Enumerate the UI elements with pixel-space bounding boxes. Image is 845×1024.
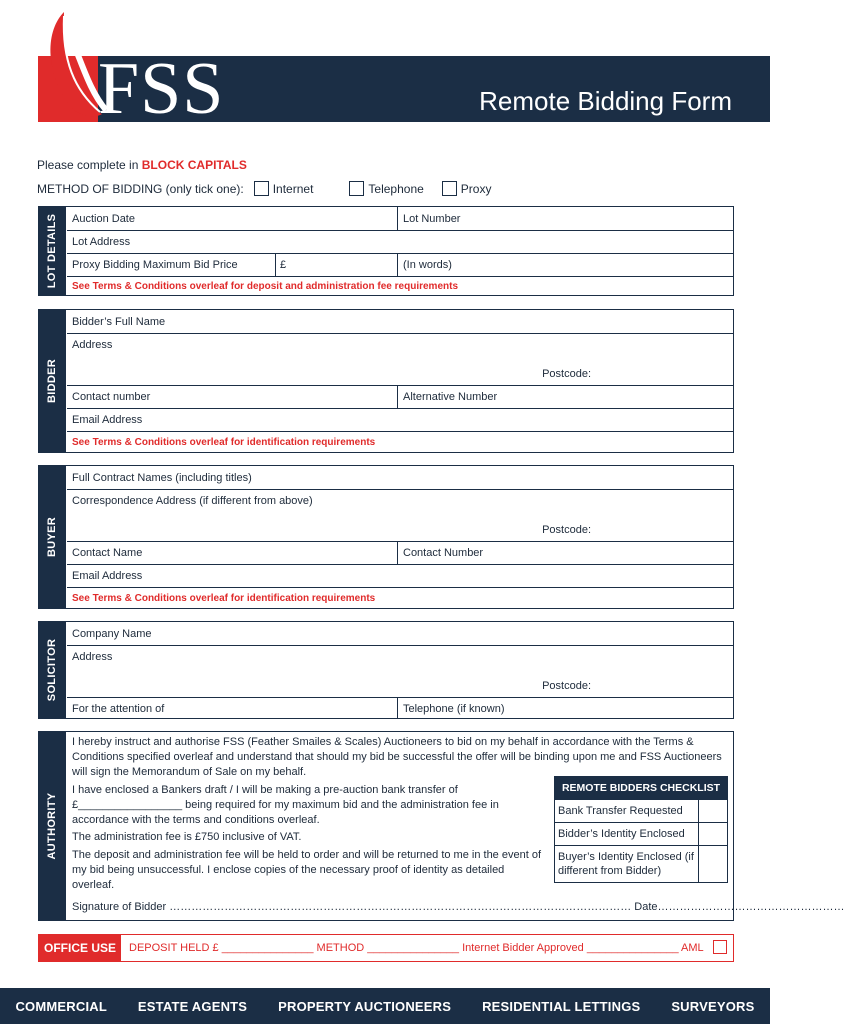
authority-p2-line-2: £_________________ being required for my maximum bid and the administration fee in xyxy=(72,799,499,811)
row-bidder-address[interactable] xyxy=(67,333,733,386)
buyer-email-label: Email Address xyxy=(72,570,143,582)
authority-paragraph-1: I hereby instruct and authorise FSS (Feather Smailes & Scales) Auctioneers to bid on my behalf in accordance with the Terms & Conditions specified overleaf and understand that should my bid be successful the offer will be binding upon me and FSS Auctioneers will sign the Memorandum of Sale on my behalf. xyxy=(72,736,722,778)
office-use-bar xyxy=(38,934,734,962)
buyer-heading: BUYER xyxy=(46,516,58,558)
checklist-title: REMOTE BIDDERS CHECKLIST xyxy=(555,777,727,799)
bidder-name-label: Bidder’s Full Name xyxy=(72,316,166,328)
row-solicitor-contact[interactable] xyxy=(67,697,733,719)
lot-details-side xyxy=(38,206,66,296)
attention-label: For the attention of xyxy=(72,703,165,715)
telephone-label: Telephone xyxy=(368,181,424,196)
row-bidder-contact[interactable] xyxy=(67,385,733,409)
office-use-fields: DEPOSIT HELD £ _______________ METHOD _______________ Internet Bidder Approved _______________ AML xyxy=(129,942,704,954)
row-company[interactable] xyxy=(67,622,733,646)
authority-paragraph-2 xyxy=(72,783,552,828)
checklist-item xyxy=(555,845,727,882)
authority-p2-line-1: I have enclosed a Bankers draft / I will be making a pre-auction bank transfer of xyxy=(72,784,458,796)
solicitor-section xyxy=(38,621,734,719)
remote-bidders-checklist xyxy=(554,776,728,883)
checklist-box[interactable] xyxy=(698,800,727,822)
proxy-price-label: Proxy Bidding Maximum Bid Price xyxy=(72,259,238,271)
solicitor-postcode-label: Postcode: xyxy=(542,680,591,692)
footer-property-auctioneers: PROPERTY AUCTIONEERS xyxy=(278,998,452,1014)
lot-address-label: Lot Address xyxy=(72,236,131,248)
internet-label: Internet xyxy=(272,181,314,196)
bidder-alt-label: Alternative Number xyxy=(403,391,498,403)
solicitor-heading: SOLICITOR xyxy=(46,638,58,702)
telephone-checkbox[interactable] xyxy=(349,181,364,196)
in-words-label: (In words) xyxy=(403,259,452,271)
row-bidder-name[interactable] xyxy=(67,310,733,334)
lot-details-section xyxy=(38,206,734,296)
solicitor-side xyxy=(38,621,66,719)
logo-text: FSS xyxy=(98,48,225,130)
bidder-address-label: Address xyxy=(72,339,113,351)
lot-note: See Terms & Conditions overleaf for deposit and administration fee requirements xyxy=(72,281,459,292)
buyer-postcode-label: Postcode: xyxy=(542,524,591,536)
office-use-label: OFFICE USE xyxy=(39,935,121,961)
auction-date-label: Auction Date xyxy=(72,213,135,225)
instruction-emphasis: BLOCK CAPITALS xyxy=(141,158,247,172)
method-of-bidding xyxy=(37,181,491,196)
instruction xyxy=(37,158,247,172)
row-auction-date[interactable] xyxy=(67,207,733,231)
buyer-names-label: Full Contract Names (including titles) xyxy=(72,472,252,484)
proxy-label: Proxy xyxy=(460,181,492,196)
bidder-email-label: Email Address xyxy=(72,414,143,426)
checklist-item xyxy=(555,799,727,822)
bidder-contact-label: Contact number xyxy=(72,391,151,403)
instruction-prefix: Please complete in xyxy=(37,158,139,172)
signature-line[interactable]: Signature of Bidder ……………………………………………………………………………………………………………… Date…………………………………………… xyxy=(72,901,845,913)
footer-commercial: COMMERCIAL xyxy=(15,998,107,1014)
row-solicitor-address[interactable] xyxy=(67,645,733,698)
row-lot-address[interactable] xyxy=(67,230,733,254)
row-buyer-contact[interactable] xyxy=(67,541,733,565)
authority-p2-line-3: accordance with the terms and conditions overleaf. xyxy=(72,814,320,826)
company-label: Company Name xyxy=(72,628,152,640)
bidder-heading: BIDDER xyxy=(46,359,58,403)
footer xyxy=(0,988,770,1024)
bidder-section xyxy=(38,309,734,453)
currency-label: £ xyxy=(280,259,287,271)
buyer-contact-name-label: Contact Name xyxy=(72,547,143,559)
option-internet[interactable] xyxy=(254,181,314,196)
authority-paragraph-3: The administration fee is £750 inclusive of VAT. xyxy=(72,831,302,843)
authority-paragraph-4: The deposit and administration fee will be held to order and will be returned to me in the event of my bid being unsuccessful. I enclose copies of the necessary proof of identity as detailed overleaf. xyxy=(72,849,541,891)
solicitor-address-label: Address xyxy=(72,651,113,663)
footer-residential-lettings: RESIDENTIAL LETTINGS xyxy=(482,998,641,1014)
proxy-checkbox[interactable] xyxy=(442,181,457,196)
buyer-contact-number-label: Contact Number xyxy=(403,547,484,559)
option-proxy[interactable] xyxy=(442,181,492,196)
row-buyer-address[interactable] xyxy=(67,489,733,542)
checklist-buyer-identity: Buyer’s Identity Enclosed (if different from Bidder) xyxy=(558,851,694,877)
lot-details-heading: LOT DETAILS xyxy=(46,213,58,289)
row-buyer-names[interactable] xyxy=(67,466,733,490)
bidder-postcode-label: Postcode: xyxy=(542,368,591,380)
buyer-section xyxy=(38,465,734,609)
lot-number-label: Lot Number xyxy=(403,213,461,225)
bidder-note: See Terms & Conditions overleaf for identification requirements xyxy=(72,437,376,448)
row-bidder-email[interactable] xyxy=(67,408,733,432)
method-label: METHOD OF BIDDING (only tick one): xyxy=(37,181,244,196)
internet-checkbox[interactable] xyxy=(254,181,269,196)
footer-surveyors: SURVEYORS xyxy=(671,998,755,1014)
solicitor-telephone-label: Telephone (if known) xyxy=(403,703,505,715)
buyer-note: See Terms & Conditions overleaf for identification requirements xyxy=(72,593,376,604)
authority-heading: AUTHORITY xyxy=(46,792,58,860)
row-buyer-email[interactable] xyxy=(67,564,733,588)
checklist-bidder-identity: Bidder’s Identity Enclosed xyxy=(558,828,685,840)
authority-side xyxy=(38,731,66,921)
buyer-address-label: Correspondence Address (if different from above) xyxy=(72,495,313,507)
footer-estate-agents: ESTATE AGENTS xyxy=(137,998,248,1014)
aml-checkbox[interactable] xyxy=(713,940,727,954)
checklist-box[interactable] xyxy=(698,846,727,882)
form-title: Remote Bidding Form xyxy=(479,86,732,116)
bidder-side xyxy=(38,309,66,453)
checklist-bank-transfer: Bank Transfer Requested xyxy=(558,805,683,817)
checklist-item xyxy=(555,822,727,845)
buyer-side xyxy=(38,465,66,609)
row-proxy-price[interactable] xyxy=(67,253,733,277)
checklist-box[interactable] xyxy=(698,823,727,845)
option-telephone[interactable] xyxy=(349,181,423,196)
